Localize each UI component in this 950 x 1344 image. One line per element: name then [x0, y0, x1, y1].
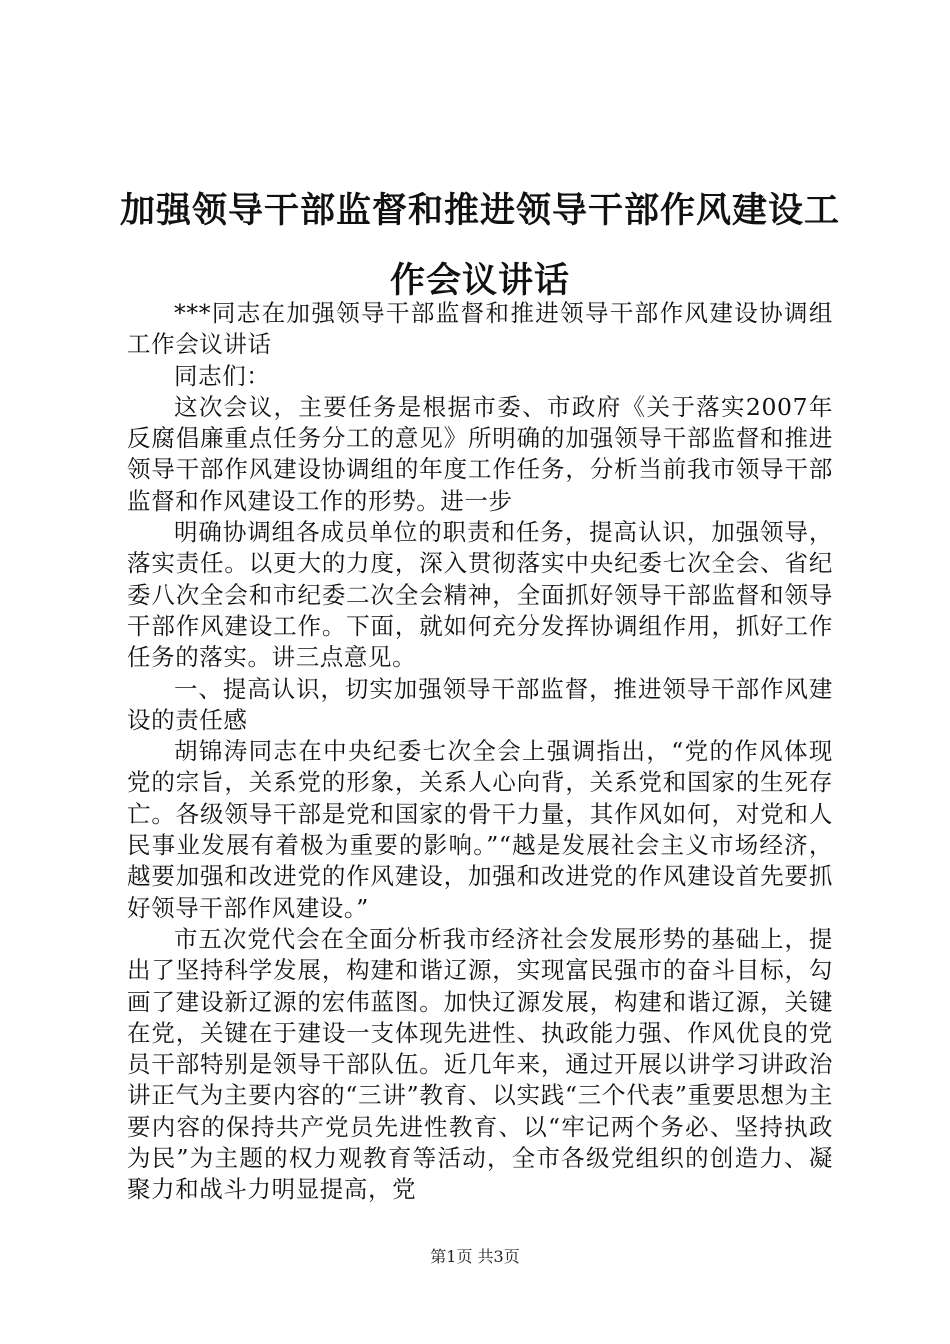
page-footer: 第1页 共3页 — [430, 1247, 520, 1266]
paragraph-salutation: 同志们： — [174, 361, 271, 390]
paragraph: 明确协调组各成员单位的职责和任务，提高认识，加强领导，落实责任。以更大的力度，深入贯彻落实中央纪委七次全会、省纪委八次全会和市纪委二次全会精神，全面抓好领导干部监督和领导干部作风建设工作。下面，就如何充分发挥协调组作用，抓好工作任务的落实。讲三点意见。 — [127, 518, 833, 672]
paragraph: 胡锦涛同志在中央纪委七次全会上强调指出，“党的作风体现党的宗旨，关系党的形象，关系人心向背，关系党和国家的生死存亡。各级领导干部是党和国家的骨干力量，其作风如何，对党和人民事业发展有着极为重要的影响。”“越是发展社会主义市场经济，越要加强和改进党的作风建设，加强和改进党的作风建设首先要抓好领导干部作风建设。” — [127, 737, 833, 922]
section-heading: 一、提高认识，切实加强领导干部监督，推进领导干部作风建设的责任感 — [127, 674, 833, 734]
document-title: 加强领导干部监督和推进领导干部作风建设工作会议讲话 — [119, 191, 840, 301]
document-body — [127, 298, 833, 1206]
paragraph-subtitle: ***同志在加强领导干部监督和推进领导干部作风建设协调组工作会议讲话 — [127, 299, 833, 359]
paragraph: 市五次党代会在全面分析我市经济社会发展形势的基础上，提出了坚持科学发展，构建和谐辽源，实现富民强市的奋斗目标，勾画了建设新辽源的宏伟蓝图。加快辽源发展，构建和谐辽源，关键在党，关键在于建设一支体现先进性、执政能力强、作风优良的党员干部特别是领导干部队伍。近几年来，通过开展以讲学习讲政治讲正气为主要内容的“三讲”教育、以实践“三个代表”重要思想为主要内容的保持共产党员先进性教育、以“牢记两个务必、坚持执政为民”为主题的权力观教育等活动，全市各级党组织的创造力、凝聚力和战斗力明显提高，党 — [127, 924, 833, 1204]
paragraph: 这次会议，主要任务是根据市委、市政府《关于落实2007年反腐倡廉重点任务分工的意见》所明确的加强领导干部监督和推进领导干部作风建设协调组的年度工作任务，分析当前我市领导干部监督和作风建设工作的形势。进一步 — [127, 392, 833, 515]
